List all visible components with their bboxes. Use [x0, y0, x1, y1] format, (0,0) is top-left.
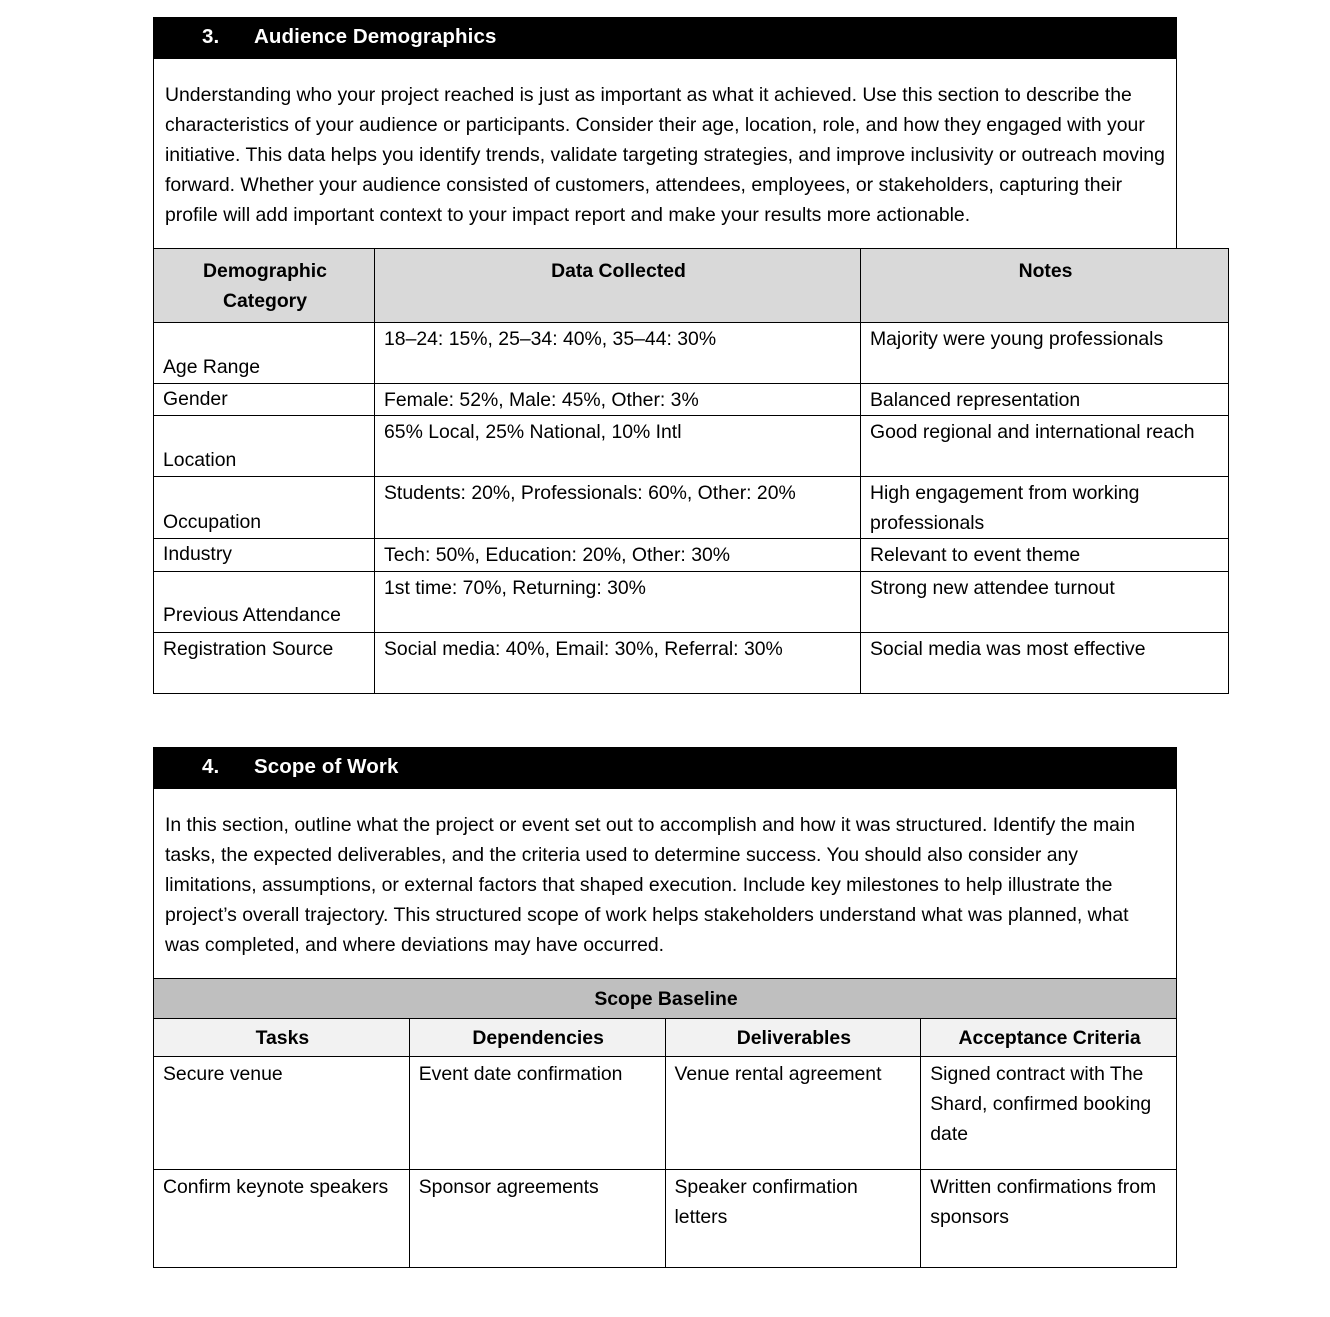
table-header-row [154, 248, 1229, 322]
column-header-notes: Notes [861, 248, 1229, 322]
cell-data: 18–24: 15%, 25–34: 40%, 35–44: 30% [375, 323, 861, 384]
cell-data: Tech: 50%, Education: 20%, Other: 30% [375, 539, 861, 571]
section-3-body [153, 59, 1177, 248]
column-header-demographic-category: Demographic Category [154, 248, 375, 322]
section-3-intro-paragraph: Understanding who your project reached is just as important as what it achieved. Use this section to describe the characteristics of your audience or participants. Consider their age, location, role, and how they engaged with your initiative. This data helps you identify trends, validate targeting strategies, and improve inclusivity or outreach moving forward. Whether your audience consisted of customers, attendees, employees, or stakeholders, capturing their profile will add important context to your impact report and make your results more actionable. [165, 83, 1165, 226]
cell-dependencies: Event date confirmation [409, 1057, 665, 1170]
section-audience-demographics [153, 17, 1195, 694]
cell-deliverables: Speaker confirmation letters [665, 1170, 921, 1268]
table-row [154, 1170, 1177, 1268]
cell-notes: Balanced representation [861, 384, 1229, 416]
cell-acceptance: Signed contract with The Shard, confirmed booking date [921, 1057, 1177, 1170]
cell-category: Location [154, 416, 375, 477]
section-header-bar-3 [153, 17, 1177, 59]
demographics-table [153, 248, 1229, 694]
cell-task: Secure venue [154, 1057, 410, 1170]
table-row [154, 323, 1229, 384]
cell-data: Students: 20%, Professionals: 60%, Other: 20% [375, 477, 861, 539]
table-row [154, 384, 1229, 416]
section-4-intro-paragraph: In this section, outline what the project or event set out to accomplish and how it was structured. Identify the main tasks, the expected deliverables, and the criteria used to determine success. You should also consider any limitations, assumptions, or external factors that shaped execution. Include key milestones to help illustrate the project’s overall trajectory. This structured scope of work helps stakeholders understand what was planned, what was completed, and where deviations may have occurred. [165, 813, 1136, 956]
section-title-3: Audience Demographics [254, 25, 497, 48]
cell-category: Gender [154, 384, 375, 416]
table-caption-row [154, 978, 1177, 1018]
column-header-acceptance-criteria: Acceptance Criteria [921, 1019, 1177, 1057]
table-row [154, 477, 1229, 539]
section-header-bar-4 [153, 747, 1177, 789]
cell-category: Registration Source [154, 632, 375, 693]
cell-deliverables: Venue rental agreement [665, 1057, 921, 1170]
table-row [154, 1057, 1177, 1170]
cell-category: Age Range [154, 323, 375, 384]
cell-category: Previous Attendance [154, 571, 375, 632]
column-header-data-collected: Data Collected [375, 248, 861, 322]
column-header-tasks: Tasks [154, 1019, 410, 1057]
cell-notes: High engagement from working professionals [861, 477, 1229, 539]
cell-data: 65% Local, 25% National, 10% Intl [375, 416, 861, 477]
cell-data: Female: 52%, Male: 45%, Other: 3% [375, 384, 861, 416]
cell-dependencies: Sponsor agreements [409, 1170, 665, 1268]
table-row [154, 416, 1229, 477]
cell-acceptance: Written confirmations from sponsors [921, 1170, 1177, 1268]
cell-data: 1st time: 70%, Returning: 30% [375, 571, 861, 632]
cell-notes: Majority were young professionals [861, 323, 1229, 384]
cell-notes: Relevant to event theme [861, 539, 1229, 571]
table-row [154, 632, 1229, 693]
cell-category: Industry [154, 539, 375, 571]
cell-notes: Social media was most effective [861, 632, 1229, 693]
column-header-deliverables: Deliverables [665, 1019, 921, 1057]
cell-data: Social media: 40%, Email: 30%, Referral: 30% [375, 632, 861, 693]
section-number-4: 4. [202, 755, 220, 778]
column-header-dependencies: Dependencies [409, 1019, 665, 1057]
cell-notes: Strong new attendee turnout [861, 571, 1229, 632]
cell-category: Occupation [154, 477, 375, 539]
cell-task: Confirm keynote speakers [154, 1170, 410, 1268]
table-header-row [154, 1019, 1177, 1057]
section-title-4: Scope of Work [254, 755, 399, 778]
section-scope-of-work [153, 747, 1177, 1268]
scope-baseline-table [153, 978, 1177, 1268]
cell-notes: Good regional and international reach [861, 416, 1229, 477]
table-caption-scope-baseline: Scope Baseline [154, 978, 1177, 1018]
table-row [154, 539, 1229, 571]
table-row [154, 571, 1229, 632]
section-number-3: 3. [202, 25, 220, 48]
section-4-body [153, 789, 1177, 978]
